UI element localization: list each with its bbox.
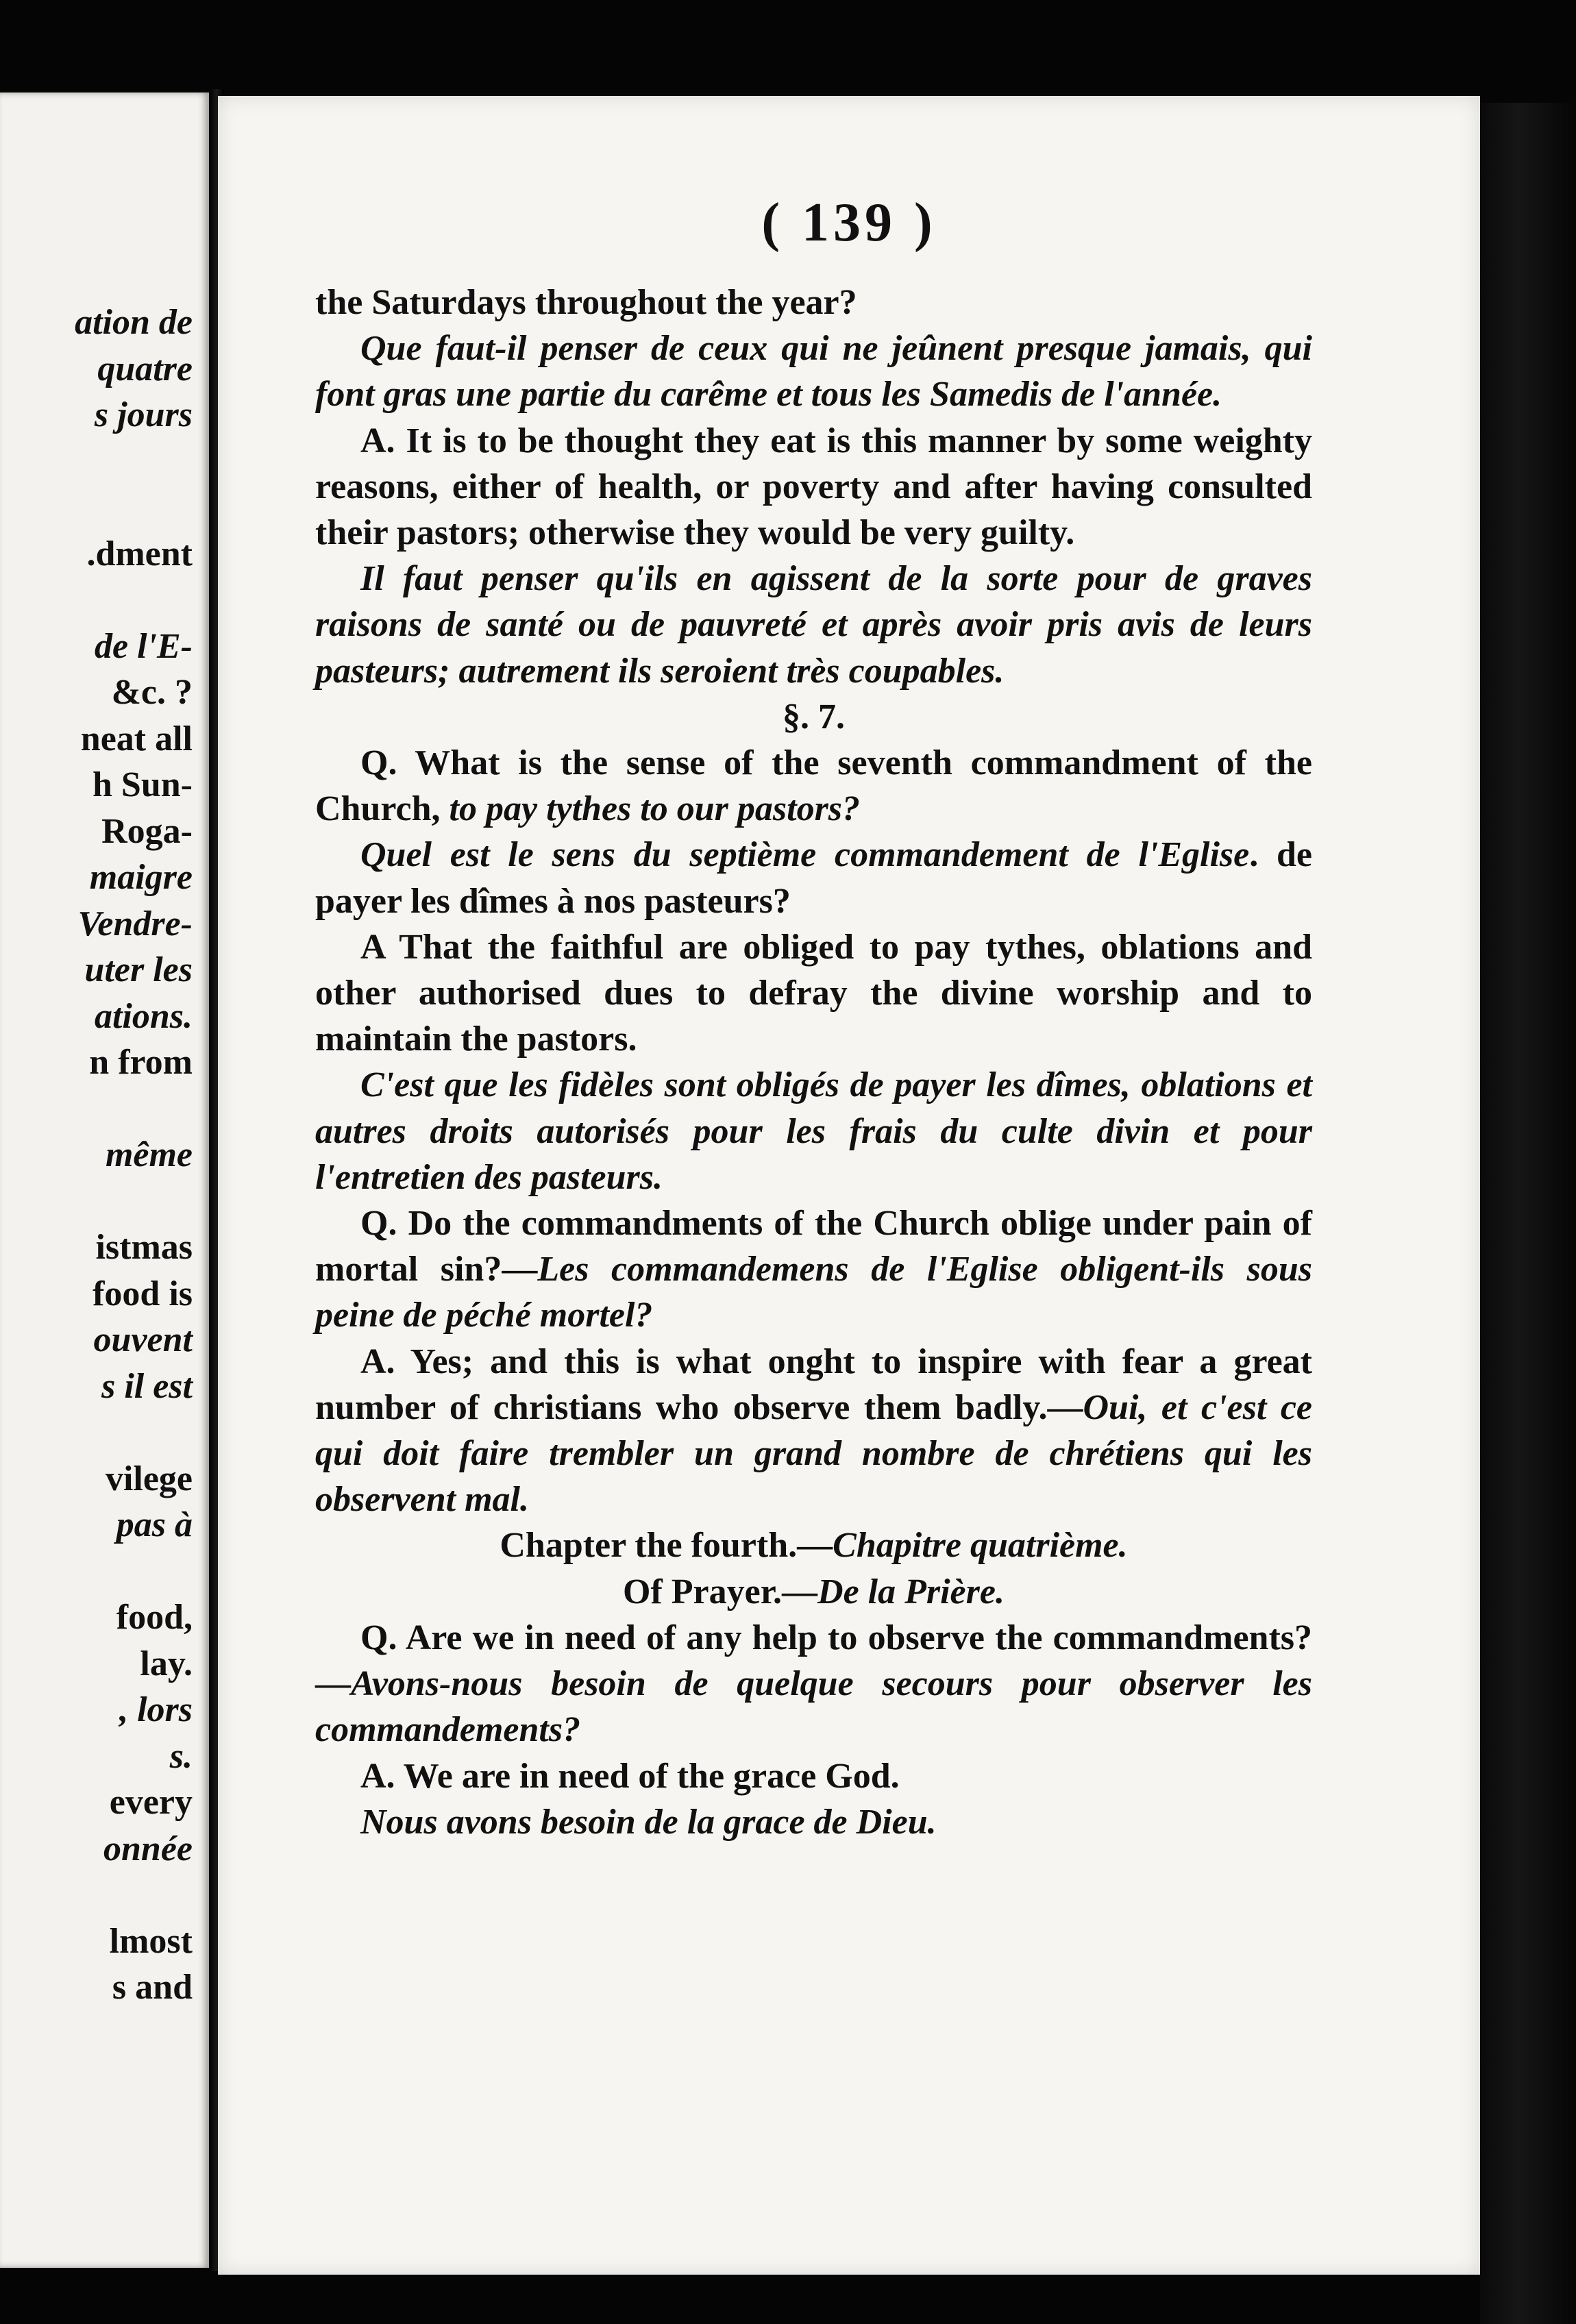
paragraph [315, 1615, 1312, 1753]
paragraph [315, 740, 1312, 832]
left-page-fragment: s jours [94, 395, 193, 434]
text-segment: Nous avons besoin de la grace de Dieu. [360, 1802, 937, 1842]
left-page-fragment: &c. ? [111, 673, 193, 712]
left-page-fragment: food is [93, 1274, 193, 1313]
left-page-fragment: n from [89, 1043, 193, 1082]
text-segment: C'est que les fidèles sont obligés de payer les dîmes, oblations et autres droits autorisés pour les frais du culte divin et pour l'entretien des pasteurs. [315, 1065, 1312, 1197]
left-page-fragment: Roga- [101, 811, 193, 851]
paragraph [315, 1799, 1312, 1845]
paragraph [315, 1062, 1312, 1200]
paragraph [315, 418, 1312, 556]
left-page-fragment: istmas [95, 1228, 193, 1267]
left-page-fragment: neat all [80, 719, 193, 758]
left-page-fragment: uter les [84, 950, 193, 989]
paragraph [315, 1339, 1312, 1523]
left-page-fragment: onnée [103, 1829, 193, 1868]
text-segment: A That the faithful are obliged to pay tythes, oblations and other authorised dues to defray the divine worship and to maintain the pastors. [315, 927, 1312, 1059]
body-text [315, 280, 1312, 1845]
left-page-fragment: même [105, 1135, 193, 1174]
text-segment: Il faut penser qu'ils en agissent de la sorte pour de graves raisons de santé ou de pauvreté et après avoir pris avis de leurs pasteurs; autrement ils seroient très coupables. [315, 559, 1312, 691]
left-page-fragment: maigre [89, 858, 193, 897]
text-segment: Que faut-il penser de ceux qui ne jeûnent presque jamais, qui font gras une partie du carême et tous les Samedis de l'année. [315, 329, 1312, 415]
left-page-fragment: de l'E- [95, 626, 193, 666]
text-segment: the Saturdays throughout the year? [315, 283, 857, 322]
left-page-fragment: s il est [101, 1366, 193, 1406]
left-page-fragment: lay. [140, 1644, 193, 1683]
left-page-fragment: lmost [109, 1921, 193, 1961]
left-page-fragment: food, [116, 1598, 193, 1637]
text-segment: A. We are in need of the grace God. [360, 1756, 900, 1796]
text-segment: A. Yes; and this is what onght to inspire with fear a great number of christians who observe them badly.— [315, 1342, 1312, 1427]
page-edge-shadow [1480, 103, 1576, 2324]
text-segment: De la Prière. [817, 1572, 1005, 1611]
text-segment: Q. Do the commandments of the Church oblige under pain of mortal sin?— [315, 1204, 1312, 1289]
left-page-fragment: every [109, 1783, 193, 1822]
section-heading [315, 1522, 1312, 1568]
text-segment: . de payer les dîmes à nos pasteurs? [315, 835, 1312, 921]
text-segment: §. 7. [783, 697, 845, 737]
left-page-fragment: s. [169, 1736, 193, 1776]
text-segment: A. [360, 421, 406, 460]
left-page-fragment: , lors [119, 1690, 193, 1729]
text-segment: Chapter the fourth.— [500, 1526, 833, 1566]
text-segment: Of Prayer.— [623, 1572, 818, 1611]
text-segment: It is to be thought they eat is this manner by some weighty reasons, either of health, or poverty and after having consulted their pastors; otherwise they would be very guilty. [315, 421, 1312, 553]
left-page-fragment: .dment [86, 534, 193, 573]
text-segment: Q. What is the sense of the seventh commandment of the Church, [315, 743, 1312, 829]
paragraph [315, 280, 1312, 325]
page-number: ( 139 ) [761, 193, 937, 253]
left-page-fragment: Vendre- [77, 904, 193, 943]
left-page-fragment: ations. [94, 996, 193, 1036]
text-segment: Oui, et c'est ce qui doit faire trembler un grand nombre de chrétiens qui les observent mal. [315, 1387, 1312, 1520]
paragraph [315, 1200, 1312, 1339]
text-segment: Chapitre quatrième. [833, 1526, 1128, 1566]
left-page-fragment: ouvent [93, 1320, 193, 1359]
paragraph [315, 832, 1312, 924]
left-page-fragment: s and [112, 1968, 193, 2007]
left-page-fragment: pas à [116, 1505, 193, 1544]
left-facing-page [0, 92, 209, 2268]
left-page-fragment: vilege [105, 1459, 193, 1498]
section-heading [315, 1569, 1312, 1615]
left-page-fragment: ation de [75, 303, 193, 342]
paragraph [315, 556, 1312, 694]
paragraph [315, 924, 1312, 1063]
text-segment: to pay tythes to our pastors? [449, 789, 861, 829]
text-segment: Quel est le sens du septième commandement de l'Eglise [360, 835, 1250, 875]
left-page-fragment: h Sun- [93, 765, 193, 804]
text-segment: Avons-nous besoin de quelque secours pour observer les commandements? [315, 1664, 1312, 1750]
text-segment: Les commandemens de l'Eglise obligent-ils sous peine de péché mortel? [315, 1250, 1312, 1335]
left-page-fragment: quatre [97, 349, 193, 388]
text-segment: Q. Are we in need of any help to observe the commandments?— [315, 1618, 1312, 1704]
paragraph [315, 325, 1312, 417]
paragraph [315, 1753, 1312, 1799]
section-heading [315, 694, 1312, 740]
